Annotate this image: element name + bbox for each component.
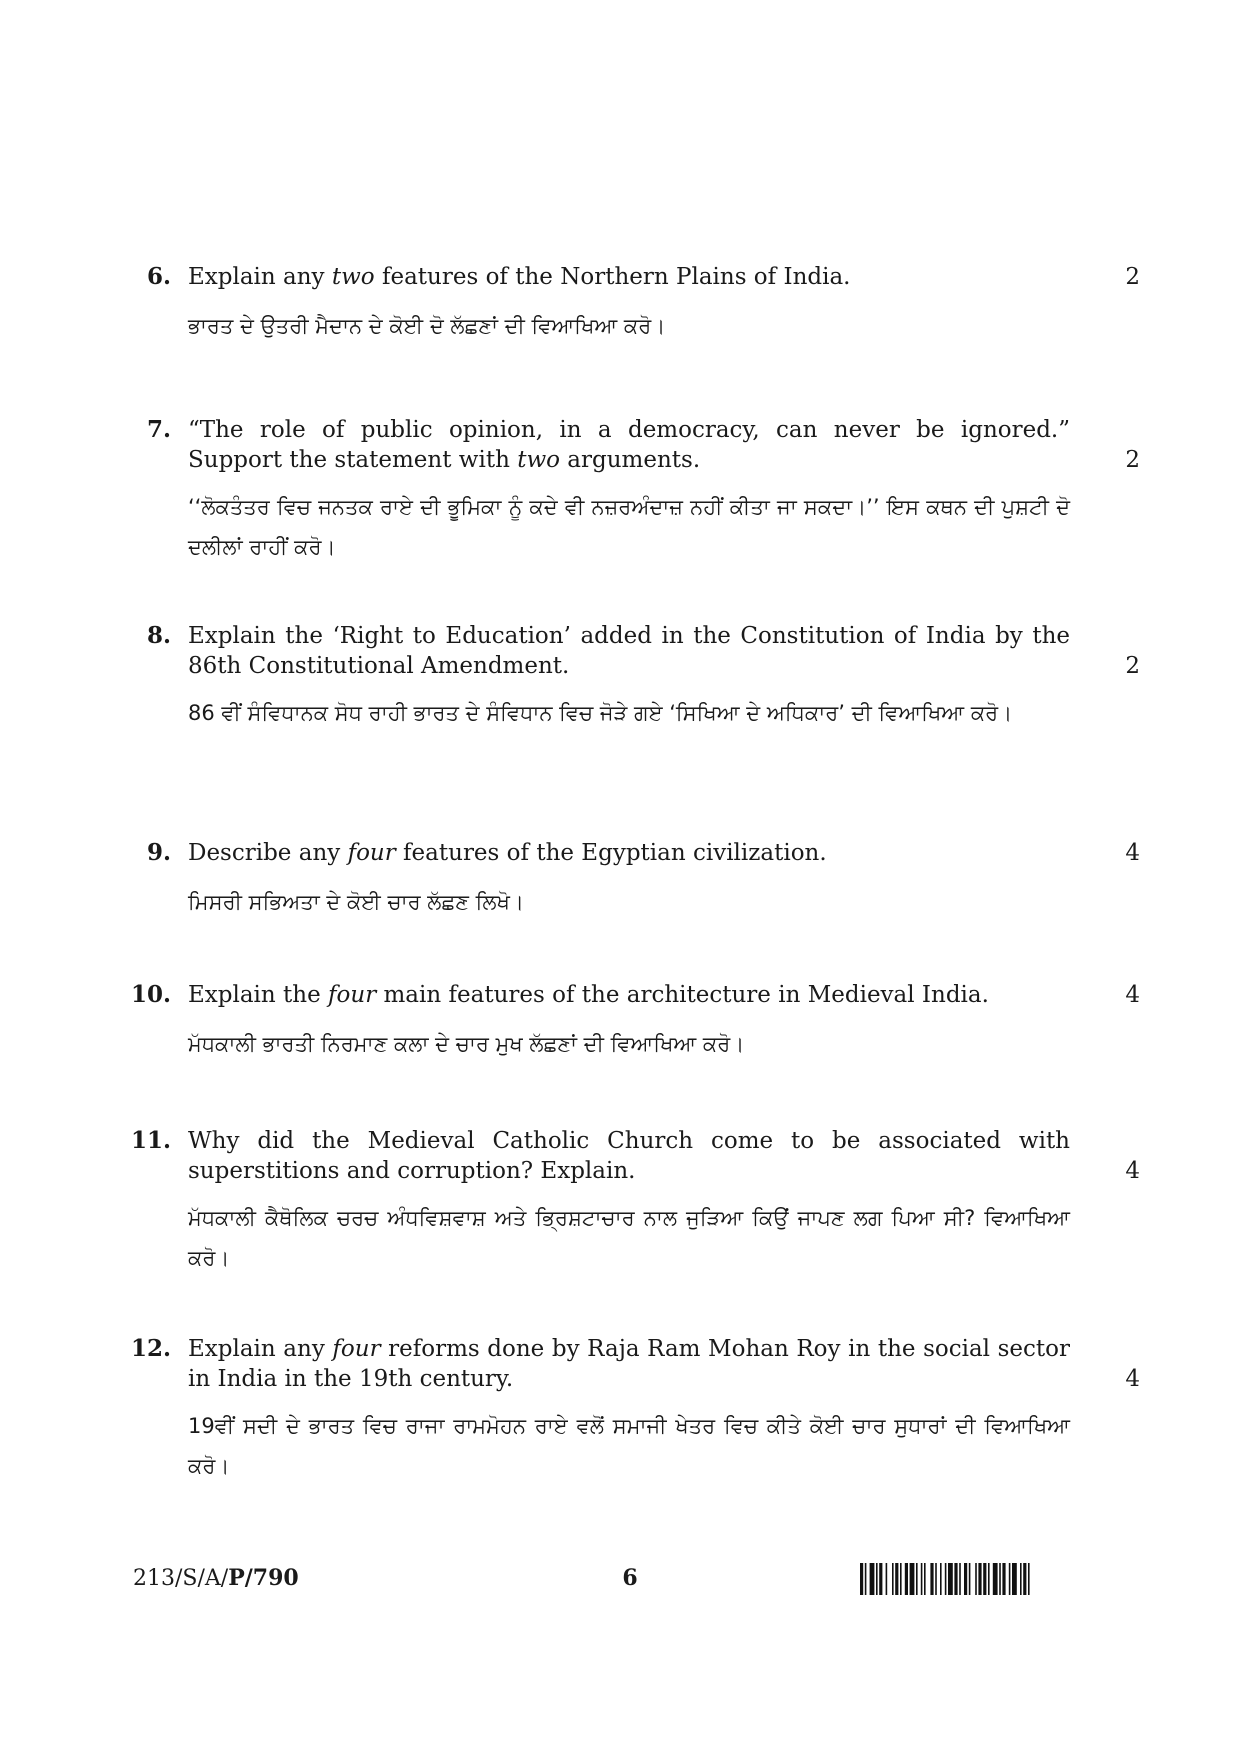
- question-number: 7.: [146, 416, 171, 443]
- question-text-english: Explain the ‘Right to Education’ added in the Constitution of India by the 86th Constitutional Amendment.: [188, 623, 1070, 679]
- question-number: 9.: [146, 839, 171, 866]
- question-text-english: Why did the Medieval Catholic Church come to be associated with superstitions and corruption? Explain.: [188, 1128, 1070, 1184]
- page-number: 6: [622, 1565, 638, 1591]
- question-marks: 2: [1125, 264, 1140, 290]
- question-marks: 4: [1125, 982, 1140, 1008]
- question-text-english: Describe any four features of the Egyptian civilization.: [188, 840, 827, 866]
- paper-code: 213/S/A/P/790: [133, 1565, 299, 1591]
- question-text-english: “The role of public opinion, in a democracy, can never be ignored.” Support the statement with two arguments.: [188, 417, 1070, 473]
- question-text-english: Explain any two features of the Northern Plains of India.: [188, 264, 851, 290]
- question-marks: 2: [1125, 447, 1140, 473]
- question-number: 6.: [146, 263, 171, 290]
- question-number: 10.: [130, 981, 171, 1008]
- question-text-punjabi: 86 ਵੀਂ ਸੰਵਿਧਾਨਕ ਸੋਧ ਰਾਹੀ ਭਾਰਤ ਦੇ ਸੰਵਿਧਾਨ ਵਿਚ ਜੋੜੇ ਗਏ ‘ਸਿਖਿਆ ਦੇ ਅਧਿਕਾਰ’ ਦੀ ਵਿਆਖਿਆ ਕਰੋ।: [188, 701, 1013, 725]
- question-number: 12.: [130, 1335, 171, 1362]
- question-marks: 4: [1125, 1366, 1140, 1392]
- question-text-punjabi: ‘‘ਲੋਕਤੰਤਰ ਵਿਚ ਜਨਤਕ ਰਾਏ ਦੀ ਭੂਮਿਕਾ ਨੂੰ ਕਦੇ ਵੀ ਨਜ਼ਰਅੰਦਾਜ਼ ਨਹੀਂ ਕੀਤਾ ਜਾ ਸਕਦਾ।’’ ਇਸ ਕਥਨ ਦੀ ਪੁਸ਼ਟੀ ਦੋ ਦਲੀਲਾਂ ਰਾਹੀਂ ਕਰੋ।: [188, 495, 1070, 559]
- question-number: 11.: [130, 1127, 171, 1154]
- question-text-punjabi: ਭਾਰਤ ਦੇ ਉਤਰੀ ਮੈਦਾਨ ਦੇ ਕੋਈ ਦੋ ਲੱਛਣਾਂ ਦੀ ਵਿਆਖਿਆ ਕਰੋ।: [188, 314, 666, 338]
- question-text-english: Explain any four reforms done by Raja Ram Mohan Roy in the social sector in India in the 19th century.: [188, 1336, 1070, 1392]
- question-text-punjabi: ਮੱਧਕਾਲੀ ਕੈਥੋਲਿਕ ਚਰਚ ਅੰਧਵਿਸ਼ਵਾਸ਼ ਅਤੇ ਭ੍ਰਿਸ਼ਟਾਚਾਰ ਨਾਲ ਜੁੜਿਆ ਕਿਉਂ ਜਾਪਣ ਲਗ ਪਿਆ ਸੀ? ਵਿਆਖਿਆ ਕਰੋ।: [188, 1206, 1070, 1270]
- question-text-punjabi: ਮੱਧਕਾਲੀ ਭਾਰਤੀ ਨਿਰਮਾਣ ਕਲਾ ਦੇ ਚਾਰ ਮੁਖ ਲੱਛਣਾਂ ਦੀ ਵਿਆਖਿਆ ਕਰੋ।: [188, 1032, 745, 1056]
- question-marks: 4: [1125, 1158, 1140, 1184]
- question-text-english: Explain the four main features of the architecture in Medieval India.: [188, 982, 989, 1008]
- barcode: [860, 1563, 1130, 1595]
- question-text-punjabi: 19ਵੀਂ ਸਦੀ ਦੇ ਭਾਰਤ ਵਿਚ ਰਾਜਾ ਰਾਮਮੋਹਨ ਰਾਏ ਵਲੋਂ ਸਮਾਜੀ ਖੇਤਰ ਵਿਚ ਕੀਤੇ ਕੋਈ ਚਾਰ ਸੁਧਾਰਾਂ ਦੀ ਵਿਆਖਿਆ ਕਰੋ।: [188, 1414, 1070, 1478]
- question-number: 8.: [146, 622, 171, 649]
- question-marks: 2: [1125, 653, 1140, 679]
- question-text-punjabi: ਮਿਸਰੀ ਸਭਿਅਤਾ ਦੇ ਕੋਈ ਚਾਰ ਲੱਛਣ ਲਿਖੋ।: [188, 890, 525, 914]
- question-marks: 4: [1125, 840, 1140, 866]
